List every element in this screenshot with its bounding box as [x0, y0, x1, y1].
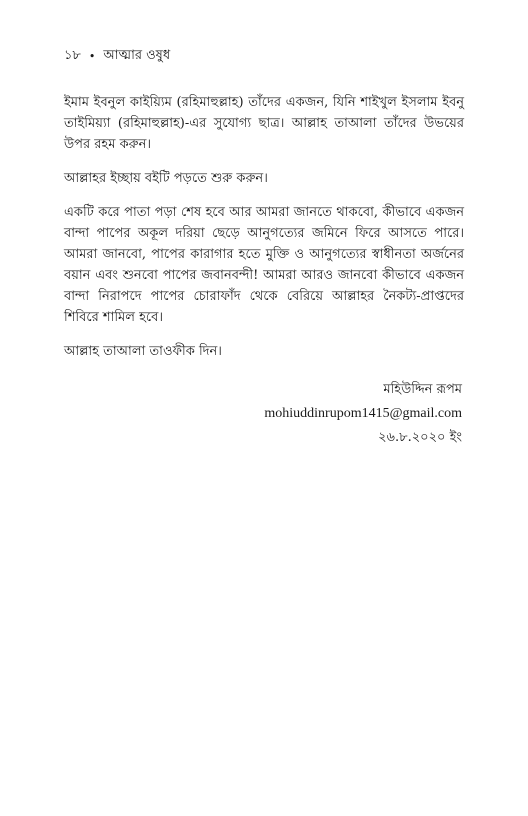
- paragraph-description: একটি করে পাতা পড়া শেষ হবে আর আমরা জানতে থাকবো, কীভাবে একজন বান্দা পাপের অকূল দরিয়া ছেড়ে আনুগত্যের জমিনে ফিরে আসতে পারে। আমরা জানবো, পাপের কারাগার হতে মুক্তি ও আনুগত্যের স্বাধীনতা অর্জনের বয়ান এবং শুনবো পাপের জবানবন্দী! আমরা আরও জানবো কীভাবে একজন বান্দা নিরাপদে পাপের চোরাফাঁদ থেকে বেরিয়ে আল্লাহর নৈকট্য-প্রাপ্তদের শিবিরে শামিল হবে।: [64, 205, 464, 325]
- running-header: [64, 46, 170, 67]
- page-number: ১৮: [64, 48, 81, 63]
- paragraph-prayer: আল্লাহ তাআলা তাওফীক দিন।: [64, 344, 222, 359]
- header-bullet: •: [88, 50, 96, 63]
- signature-block: [264, 378, 462, 450]
- signature-date: ২৬.৮.২০২০ ইং: [378, 430, 462, 445]
- author-email: mohiuddinrupom1415@gmail.com: [264, 406, 462, 421]
- paragraph-intro: ইমাম ইবনুল কাইয়্যিম (রহিমাহুল্লাহ) তাঁদের একজন, যিনি শাইখুল ইসলাম ইবনু তাইমিয়্যা (রহিমাহুল্লাহ)-এর সুযোগ্য ছাত্র। আল্লাহ তাআলা তাঁদের উভয়ের উপর রহম করুন।: [64, 95, 464, 152]
- book-title: আত্মার ওষুধ: [103, 48, 171, 63]
- paragraph-start-reading: আল্লাহর ইচ্ছায় বইটি পড়তে শুরু করুন।: [64, 171, 268, 186]
- body-text: [64, 92, 464, 375]
- author-name: মহিউদ্দিন রূপম: [383, 382, 462, 397]
